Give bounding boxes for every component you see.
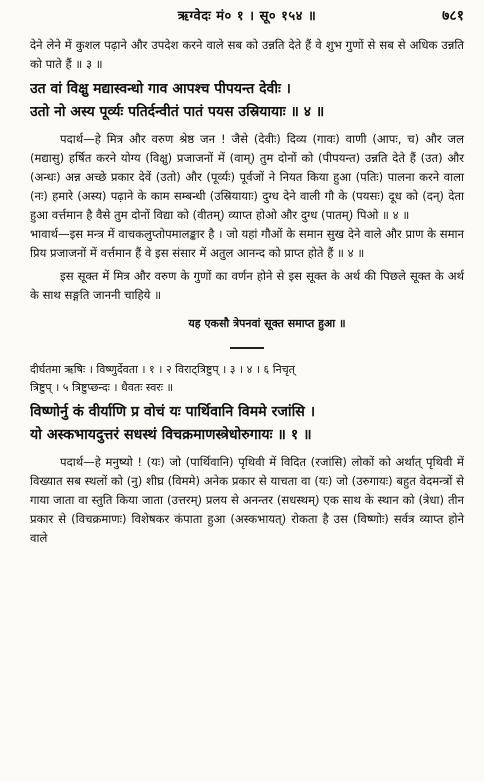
mantra-4-line-1: उत वां विक्षु मद्यास्वन्धो गाव आपश्च पीपयन्त देवीः । bbox=[30, 81, 291, 97]
meta-line-1: दीर्घतमा ऋषिः । विष्णुर्देवता । १ । २ विराट्त्रिष्टुप् । ३ । ४ । ६ निचृत् bbox=[30, 363, 295, 376]
bhavartha-paragraph: भावार्थ—इस मन्त्र में वाचकलुप्तोपमालङ्कार है । जो यहां गौओं के समान सुख देने वाले और प्राण के समान प्रिय प्रजाजनों में वर्त्तमान हैं वे इस संसार में अतुल आनन्द को प्राप्त होते हैं ॥ ४ ॥ bbox=[30, 227, 464, 260]
padartha-paragraph-2: पदार्थ—हे मनुष्यो ! (यः) जो (पार्थिवानि) पृथिवी में विदित (रजांसि) लोकों को अर्थात् पृथिवी में विख्यात सब स्थलों को (नु) शीघ्र (विममे) अनेक प्रकार से याचता वा (यः) जो (उरुगायः) बहुत वेदमन्त्रों से गाया जाता वा स्तुति किया जाता (उत्तरम्) प्रलय से अनन्तर (सधस्थम्) एक साथ के स्थान को (त्रेधा) तीन प्रकार से (विचक्रमाणः) विशेषकर कंपाता हुआ (अस्कभायत्) रोकता है उस (विष्णोः) सर्वत्र व्याप्त होने वाले bbox=[30, 455, 464, 545]
meta-line-2: त्रिष्टुप् । ५ त्रिष्टुप्छन्दः । धैवतः स्वरः ॥ bbox=[30, 381, 174, 394]
mantra-4 bbox=[30, 78, 464, 124]
mantra-1 bbox=[30, 401, 464, 447]
sukta-conclusion: यह एकसौ त्रेपनवां सूक्त समाप्त हुआ ॥ bbox=[188, 317, 346, 330]
section-divider bbox=[230, 347, 264, 349]
sukta-154-meta bbox=[30, 361, 464, 397]
mantra-1-line-1: विष्णोर्नु कं वीर्याणि प्र वोचं यः पार्थिवानि विममे रजांसि । bbox=[30, 404, 316, 420]
running-title: ऋग्वेदः मं० १ । सू० १५४ ॥ bbox=[177, 9, 317, 24]
sukta-summary-paragraph: इस सूक्त में मित्र और वरुण के गुणों का वर्णन होने से इस सूक्त के अर्थ की पिछले सूक्त के अर्थ के साथ सङ्गति जाननी चाहिये ॥ bbox=[30, 269, 464, 302]
intro-paragraph: देने लेने में कुशल पढ़ाने और उपदेश करने वाले सब को उन्नति देते हैं वे शुभ गुणों से सब से अधिक उन्नति को पाते हैं ॥ ३ ॥ bbox=[30, 38, 464, 71]
page-number: ७८१ bbox=[442, 8, 464, 24]
page-header bbox=[30, 6, 464, 28]
page-body bbox=[30, 36, 464, 548]
padartha-paragraph: पदार्थ—हे मित्र और वरुण श्रेष्ठ जन ! जैसे (देवीः) दिव्य (गावः) वाणी (आपः, च) और जल (मद्यासु) हर्षित करने योग्य (विक्षु) प्रजाजनों में (वाम्) तुम दोनों को (पीपयन्त) उन्नति देते हैं (उत) और (अन्धः) अन्न अच्छे प्रकार देवें (उतो) और (पूर्व्यः) पूर्वजों ने नियत किया हुआ (पतिः) पालना करने वाला (नः) हमारे (अस्य) पढ़ाने के काम सम्बन्धी (उस्रियायाः) दुग्ध देने वाली गौ के (पयसः) दूध को (दन्) देता हुआ वर्त्तमान है वैसे तुम दोनों विद्या को (वीतम्) व्याप्त होओ और दुग्ध (पातम्) पिओ ॥ ४ ॥ bbox=[30, 132, 464, 222]
mantra-4-line-2: उतो नो अस्य पूर्व्यः पतिर्दन्वीतं पातं पयस उस्रियायाः ॥ ४ ॥ bbox=[30, 104, 325, 120]
mantra-1-line-2: यो अस्कभायदुत्तरं सधस्थं विचक्रमाणस्त्रेधोरुगायः ॥ १ ॥ bbox=[30, 427, 312, 443]
